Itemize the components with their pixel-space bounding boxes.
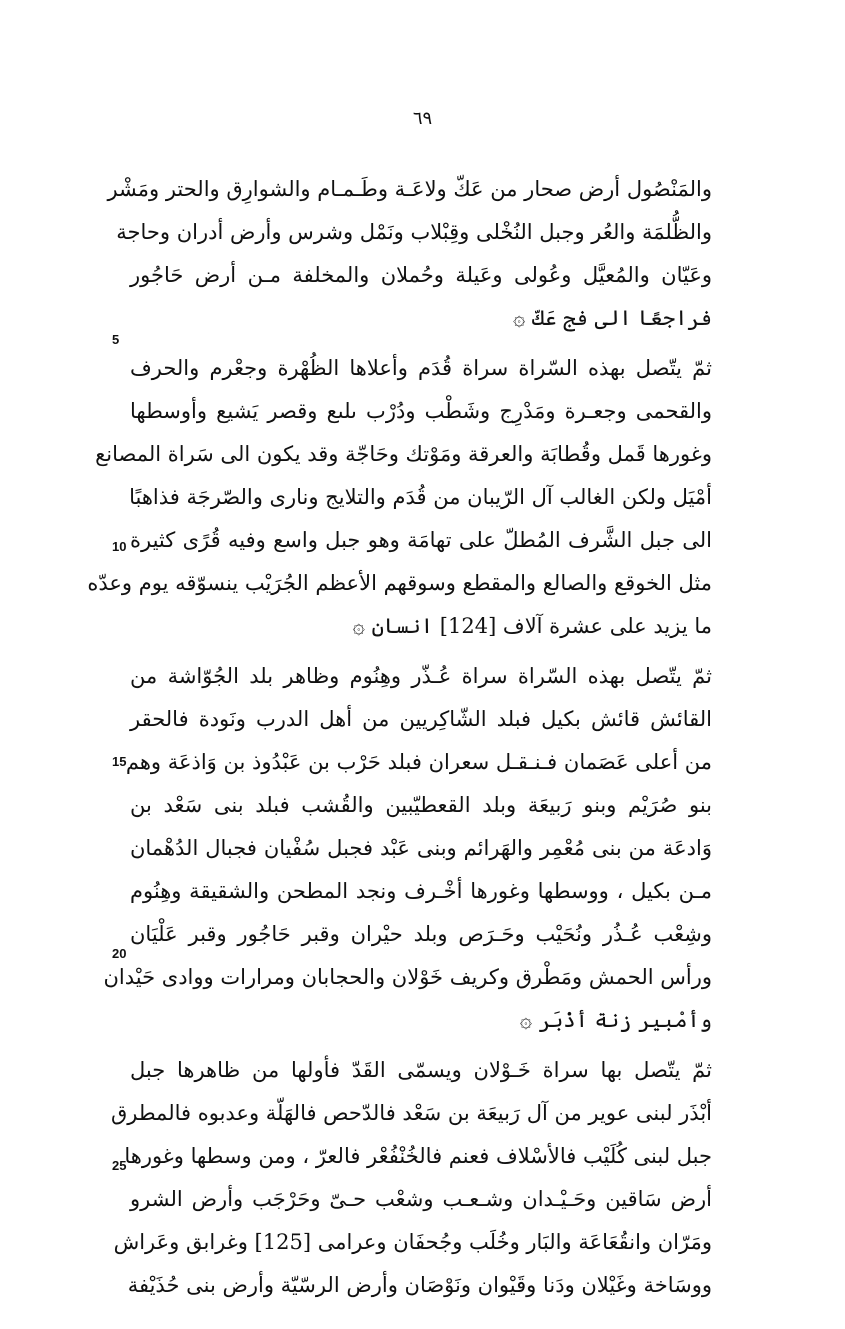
text-line: وعَيّان والمُعيَّل وعُولى وعَيلة وحُملان والمخلفة مـن أرض حَاجُور xyxy=(130,263,712,287)
text-line: أرض سَاقين وحَـيْـدان وشـعـب وشعْب حـىّ وحَرْجَب وأرض الشرو xyxy=(130,1187,712,1211)
line-number-20: 20 xyxy=(112,946,127,961)
text-line: مثل الخوقع والصالع والمقطع وسوقهم الأعظم الجُرَيْب ينسوّقه يوم وعدّه xyxy=(87,571,712,595)
text-line: ما يزيد على عشرة آلاف [124] انسان ۞ xyxy=(352,614,712,638)
line-number-25: 25 xyxy=(112,1158,127,1173)
text-line: ثمّ يتّصل بهذه السّراة سراة عُـذّر وهِنُوم وظاهر بلد الجُوّاشة من xyxy=(130,664,712,688)
paragraph xyxy=(107,168,712,340)
line-number-10: 10 xyxy=(112,539,127,554)
text-line: والمَنْصُول أرض صحار من عَكّ ولاعَـة وطَـمـام والشوارِق والحتر ومَشْر xyxy=(107,177,712,201)
text-line: ثمّ يتّصل بهذه السّراة سراة قُدَم وأعلاها الظُهْرة وجعْرم والحرف xyxy=(130,356,712,380)
text-line: فراجعًا الى فج عَكّ ۞ xyxy=(513,306,712,330)
text-line: ثمّ يتّصل بها سراة خَـوْلان ويسمّى القَدّ فأولها من ظاهرها جبل xyxy=(130,1058,712,1082)
text-line: وأمْبير زنة أذْبَر ۞ xyxy=(519,1008,712,1032)
page-number: ٦٩ xyxy=(412,108,433,129)
text-line: مـن بكيل ، ووسطها وغورها أخْـرف ونجد المطحن والشقيقة وهِنُوم xyxy=(130,879,712,903)
text-line: والظُّلمَة والعُر وجبل النُخْلى وقِبْلاب ونَمْل وشرس وأرض أدران وحاجة xyxy=(116,220,712,244)
text-line: من أعلى عَصَمان فـنـقـل سعران فبلد حَرْب بن عَبْدُوذ بن وَاذعَة وهم xyxy=(125,750,712,774)
text-line: وَادعَة من بنى مُعْمِر والهَرائم وبنى عَبْد فجبل سُفْيان فجبال الدُهْمان xyxy=(130,836,712,860)
text-line: ووسَاخة وغَيْلان ودَنا وقَيْوان ونَوْصَان وأرض الرسّيّة وأرض بنى حُذَيْفة xyxy=(127,1273,712,1297)
text-line: أمْيَل ولكن الغالب آل الرّيبان من قُدَم والتلايج ونارى والصّرجَة فذاهبًا xyxy=(129,485,712,509)
line-number-5: 5 xyxy=(112,332,120,347)
paragraph xyxy=(110,1049,712,1307)
text-line: أبْذَر لبنى عوير من آل رَبيعَة بن سَعْد فالدّحص فالهَلّة وعدبوه فالمطرق xyxy=(110,1101,712,1125)
line-number-15: 15 xyxy=(112,754,127,769)
text-line: ومَرّان وانقُعَاعَة والبَار وخُلَب وجُحفَان وعرامى [125] وغرابق وعَراش xyxy=(113,1230,712,1254)
text-line: ورأس الحمش ومَطْرق وكريف خَوْلان والحجابان ومرارات ووادى حَيْدان xyxy=(103,965,712,989)
text-line: الى جبل الشَّرف المُطلّ على تهامَة وهو جبل واسع وفيه قُرًى كثيرة xyxy=(130,528,712,552)
text-line: وشِعْب عُـذُر ونُحَيْب وحَـرَص وبلد حيْران وقبر حَاجُور وقبر عَلْيَان xyxy=(130,922,712,946)
text-line: والقحمى وجعـرة ومَدْرِج وشَطْب ودُرْب ىلىع وقصر يَشيع وأوسطها xyxy=(130,399,712,423)
text-line: بنو صُرَيْم وبنو رَبيعَة وبلد القعطيّبين والقُشب فبلد بنى سَعْد بن xyxy=(130,793,712,817)
text-line: القائش قائش بكيل فبلد الشّاكِريين من أهل الدرب ونَودة فالحقر xyxy=(130,707,712,731)
text-line: وغورها قَمل وقُطابَة والعرقة ومَوْتك وحَاجّة وقد يكون الى سَراة المصانع xyxy=(95,442,712,466)
text-line: جبل لبنى كُلَيْب فالأسْلاف فعنم فالخُنْفُعْر فالعرّ ، ومن وسطها وغورها xyxy=(124,1144,712,1168)
